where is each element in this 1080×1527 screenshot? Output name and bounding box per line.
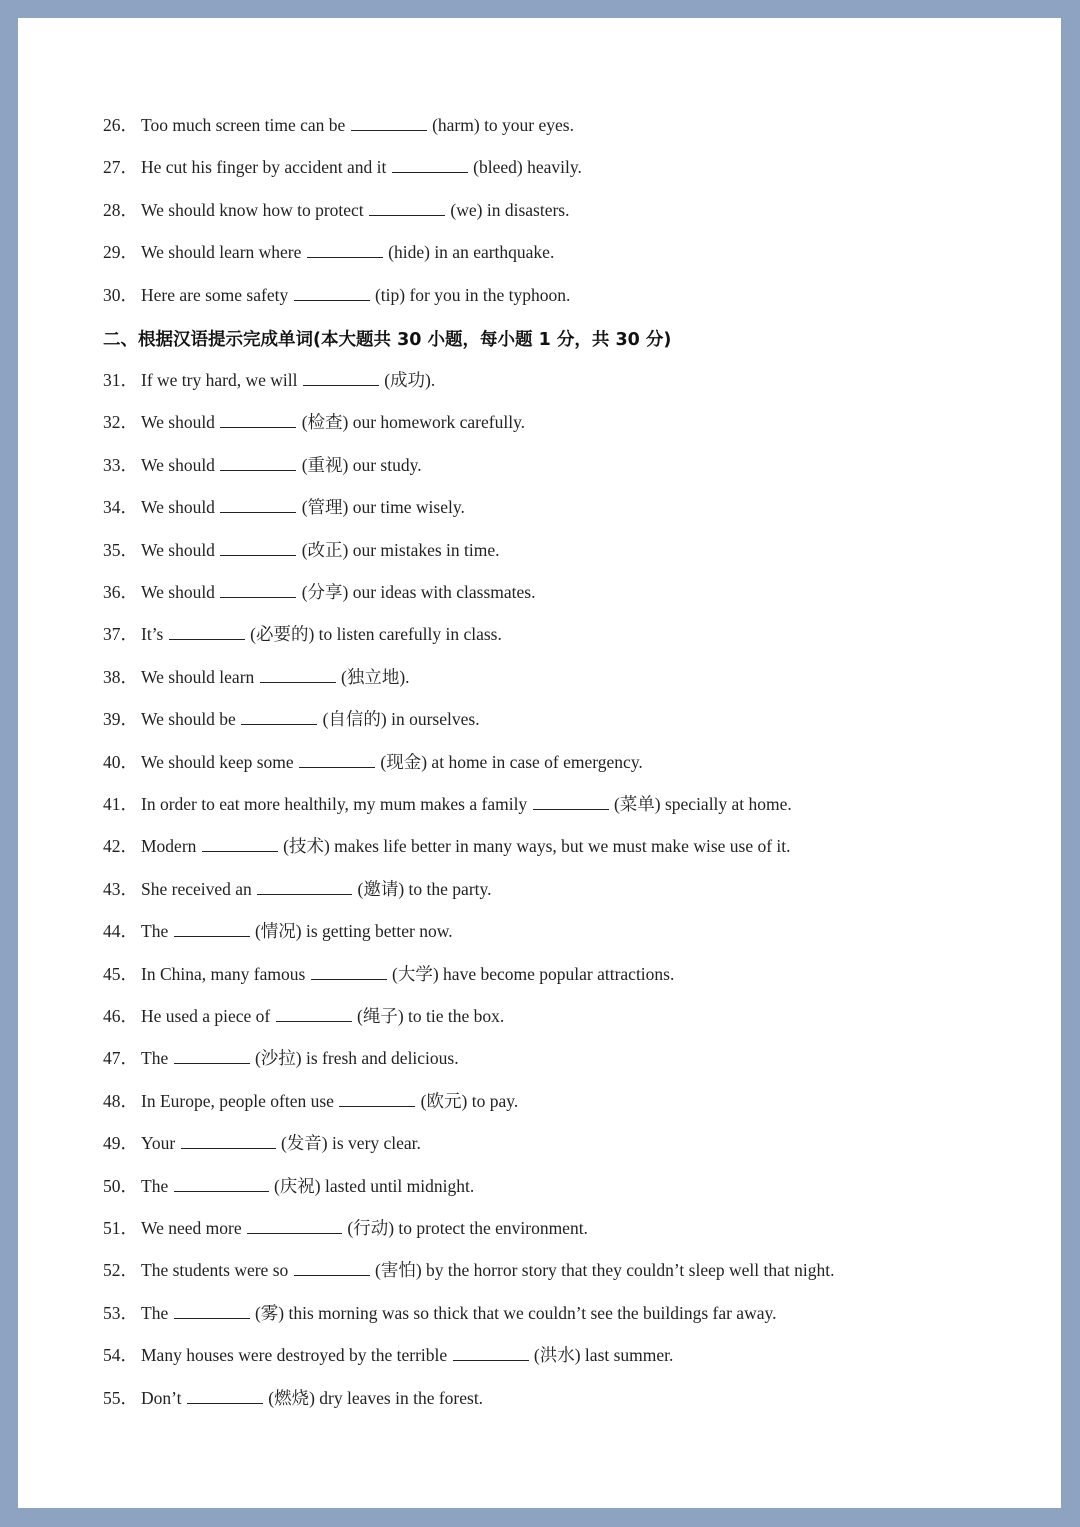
answer-blank[interactable]	[369, 200, 445, 216]
question-item	[103, 1005, 504, 1027]
question-text-before: We should	[141, 539, 220, 560]
question-item	[103, 1344, 673, 1366]
question-text-before: The students were so	[141, 1260, 293, 1281]
question-text-before: We should know how to protect	[141, 199, 369, 220]
question-text-before: Your	[141, 1133, 180, 1154]
question-text-after: (hide) in an earthquake.	[383, 242, 555, 263]
question-number: 46．	[103, 1006, 138, 1026]
answer-blank[interactable]	[311, 964, 387, 980]
answer-blank[interactable]	[174, 921, 250, 937]
question-text-after: (菜单) specially at home.	[609, 794, 792, 814]
question-number: 36．	[103, 582, 138, 602]
question-text-after: (情况) is getting better now.	[250, 921, 453, 942]
answer-blank[interactable]	[174, 1048, 250, 1064]
answer-blank[interactable]	[257, 879, 352, 895]
question-item	[103, 1175, 474, 1197]
question-item	[103, 454, 422, 476]
question-text-after: (we) in disasters.	[446, 199, 570, 220]
question-number: 55．	[103, 1387, 138, 1408]
question-text-after: (沙拉) is fresh and delicious.	[250, 1048, 459, 1069]
question-number: 26．	[103, 115, 138, 135]
question-item	[103, 1259, 834, 1281]
question-text-after: (大学) have become popular attractions.	[387, 963, 675, 984]
question-text-before: The	[141, 1048, 173, 1069]
question-text-after: (现金) at home in case of emergency.	[376, 751, 643, 772]
question-text-before: We need more	[141, 1218, 246, 1238]
question-text-before: In Europe, people often use	[141, 1090, 339, 1111]
question-text-before: Here are some safety	[141, 284, 293, 305]
question-number: 54．	[103, 1345, 138, 1366]
answer-blank[interactable]	[392, 157, 468, 173]
question-item	[103, 835, 791, 857]
question-text-after: (成功).	[379, 370, 436, 390]
question-item	[103, 793, 792, 815]
answer-blank[interactable]	[202, 836, 278, 852]
question-number: 35．	[103, 539, 138, 560]
answer-blank[interactable]	[339, 1091, 415, 1107]
question-number: 33．	[103, 454, 138, 475]
question-number: 49．	[103, 1133, 138, 1154]
answer-blank[interactable]	[260, 667, 336, 683]
question-text-after: (必要的) to listen carefully in class.	[245, 624, 502, 645]
question-text-after: (bleed) heavily.	[468, 157, 582, 178]
question-text-after: (洪水) last summer.	[529, 1345, 674, 1366]
question-item	[103, 751, 643, 773]
question-text-before: If we try hard, we will	[141, 370, 302, 390]
question-text-after: (欧元) to pay.	[416, 1090, 519, 1111]
question-number: 39．	[103, 709, 138, 730]
question-text-after: (行动) to protect the environment.	[343, 1218, 588, 1238]
answer-blank[interactable]	[294, 1260, 370, 1276]
question-item	[103, 920, 453, 942]
question-number: 40．	[103, 751, 138, 772]
question-number: 42．	[103, 836, 138, 857]
question-number: 31．	[103, 370, 138, 390]
question-number: 27．	[103, 157, 138, 178]
question-text-before: The	[141, 921, 173, 942]
answer-blank[interactable]	[307, 242, 383, 258]
answer-blank[interactable]	[299, 752, 375, 768]
question-text-before: We should	[141, 454, 220, 475]
question-text-before: He cut his finger by accident and it	[141, 157, 391, 178]
question-item	[103, 1387, 483, 1409]
answer-blank[interactable]	[276, 1006, 352, 1022]
question-number: 43．	[103, 878, 138, 899]
question-item	[103, 284, 570, 306]
answer-blank[interactable]	[181, 1133, 276, 1149]
question-text-before: We should	[141, 497, 220, 518]
question-item	[103, 369, 435, 391]
question-text-before: We should be	[141, 709, 241, 730]
question-number: 53．	[103, 1302, 138, 1323]
question-text-before: We should keep some	[141, 751, 299, 772]
question-number: 48．	[103, 1090, 138, 1111]
question-item	[103, 1302, 776, 1324]
question-item	[103, 581, 535, 603]
question-number: 32．	[103, 412, 138, 433]
question-item	[103, 1132, 421, 1154]
question-text-before: Don’t	[141, 1387, 186, 1408]
question-number: 51．	[103, 1218, 138, 1238]
question-text-before: Modern	[141, 836, 201, 857]
question-item	[103, 623, 502, 645]
question-number: 34．	[103, 497, 138, 518]
question-text-before: The	[141, 1175, 173, 1196]
question-item	[103, 496, 465, 518]
question-number: 44．	[103, 921, 138, 942]
question-text-before: It’s	[141, 624, 168, 645]
question-text-after: (管理) our time wisely.	[297, 497, 465, 518]
question-text-after: (重视) our study.	[297, 454, 422, 475]
question-text-after: (harm) to your eyes.	[427, 115, 574, 135]
question-text-before: We should	[141, 582, 220, 602]
question-number: 41．	[103, 794, 138, 814]
question-number: 37．	[103, 624, 138, 645]
answer-blank[interactable]	[247, 1218, 342, 1234]
answer-blank[interactable]	[220, 412, 296, 428]
question-text-after: (发音) is very clear.	[276, 1133, 421, 1154]
answer-blank[interactable]	[187, 1388, 263, 1404]
question-text-after: (燃烧) dry leaves in the forest.	[263, 1387, 484, 1408]
question-number: 50．	[103, 1175, 138, 1196]
answer-blank[interactable]	[169, 624, 245, 640]
section-heading: 二、根据汉语提示完成单词(本大题共 30 小题，每小题 1 分，共 30 分)	[103, 330, 672, 350]
answer-blank[interactable]	[174, 1303, 250, 1319]
answer-blank[interactable]	[174, 1176, 269, 1192]
question-text-before: We should learn where	[141, 242, 306, 263]
question-item	[103, 114, 574, 136]
question-text-before: In order to eat more healthily, my mum makes a family	[141, 794, 532, 814]
answer-blank[interactable]	[453, 1345, 529, 1361]
answer-blank[interactable]	[220, 540, 296, 556]
question-number: 52．	[103, 1260, 138, 1281]
question-item	[103, 1090, 518, 1112]
answer-blank[interactable]	[294, 285, 370, 301]
question-text-before: We should	[141, 412, 220, 433]
answer-blank[interactable]	[241, 709, 317, 725]
answer-blank[interactable]	[533, 794, 609, 810]
question-text-before: Too much screen time can be	[141, 115, 350, 135]
question-text-after: (技术) makes life better in many ways, but we must make wise use of it.	[278, 836, 791, 857]
question-item	[103, 241, 554, 263]
question-text-after: (改正) our mistakes in time.	[297, 539, 500, 560]
answer-blank[interactable]	[351, 115, 427, 131]
question-number: 30．	[103, 284, 138, 305]
question-item	[103, 1047, 459, 1069]
answer-blank[interactable]	[303, 370, 379, 386]
question-number: 45．	[103, 963, 138, 984]
question-number: 47．	[103, 1048, 138, 1069]
question-item	[103, 963, 674, 985]
question-number: 28．	[103, 199, 138, 220]
question-item	[103, 156, 582, 178]
question-text-before: In China, many famous	[141, 963, 310, 984]
question-text-after: (邀请) to the party.	[353, 878, 492, 899]
question-text-before: Many houses were destroyed by the terrible	[141, 1345, 452, 1366]
answer-blank[interactable]	[220, 455, 296, 471]
question-text-after: (绳子) to tie the box.	[352, 1006, 505, 1026]
question-text-after: (庆祝) lasted until midnight.	[269, 1175, 475, 1196]
question-text-after: (害怕) by the horror story that they couldn’t sleep well that night.	[370, 1260, 835, 1281]
question-item	[103, 708, 480, 730]
answer-blank[interactable]	[220, 497, 296, 513]
answer-blank[interactable]	[220, 582, 296, 598]
question-item	[103, 878, 492, 900]
question-text-after: (自信的) in ourselves.	[318, 709, 480, 730]
question-text-before: The	[141, 1302, 173, 1323]
question-item	[103, 666, 410, 688]
question-text-after: (tip) for you in the typhoon.	[370, 284, 571, 305]
question-item	[103, 1217, 588, 1239]
question-text-after: (独立地).	[336, 666, 410, 687]
question-item	[103, 199, 569, 221]
question-number: 29．	[103, 242, 138, 263]
question-text-before: We should learn	[141, 666, 259, 687]
question-text-after: (雾) this morning was so thick that we couldn’t see the buildings far away.	[250, 1302, 777, 1323]
question-text-before: He used a piece of	[141, 1006, 275, 1026]
question-text-before: She received an	[141, 878, 257, 899]
question-number: 38．	[103, 666, 138, 687]
question-item	[103, 411, 525, 433]
question-item	[103, 539, 500, 561]
question-text-after: (分享) our ideas with classmates.	[297, 582, 536, 602]
question-text-after: (检查) our homework carefully.	[297, 412, 526, 433]
